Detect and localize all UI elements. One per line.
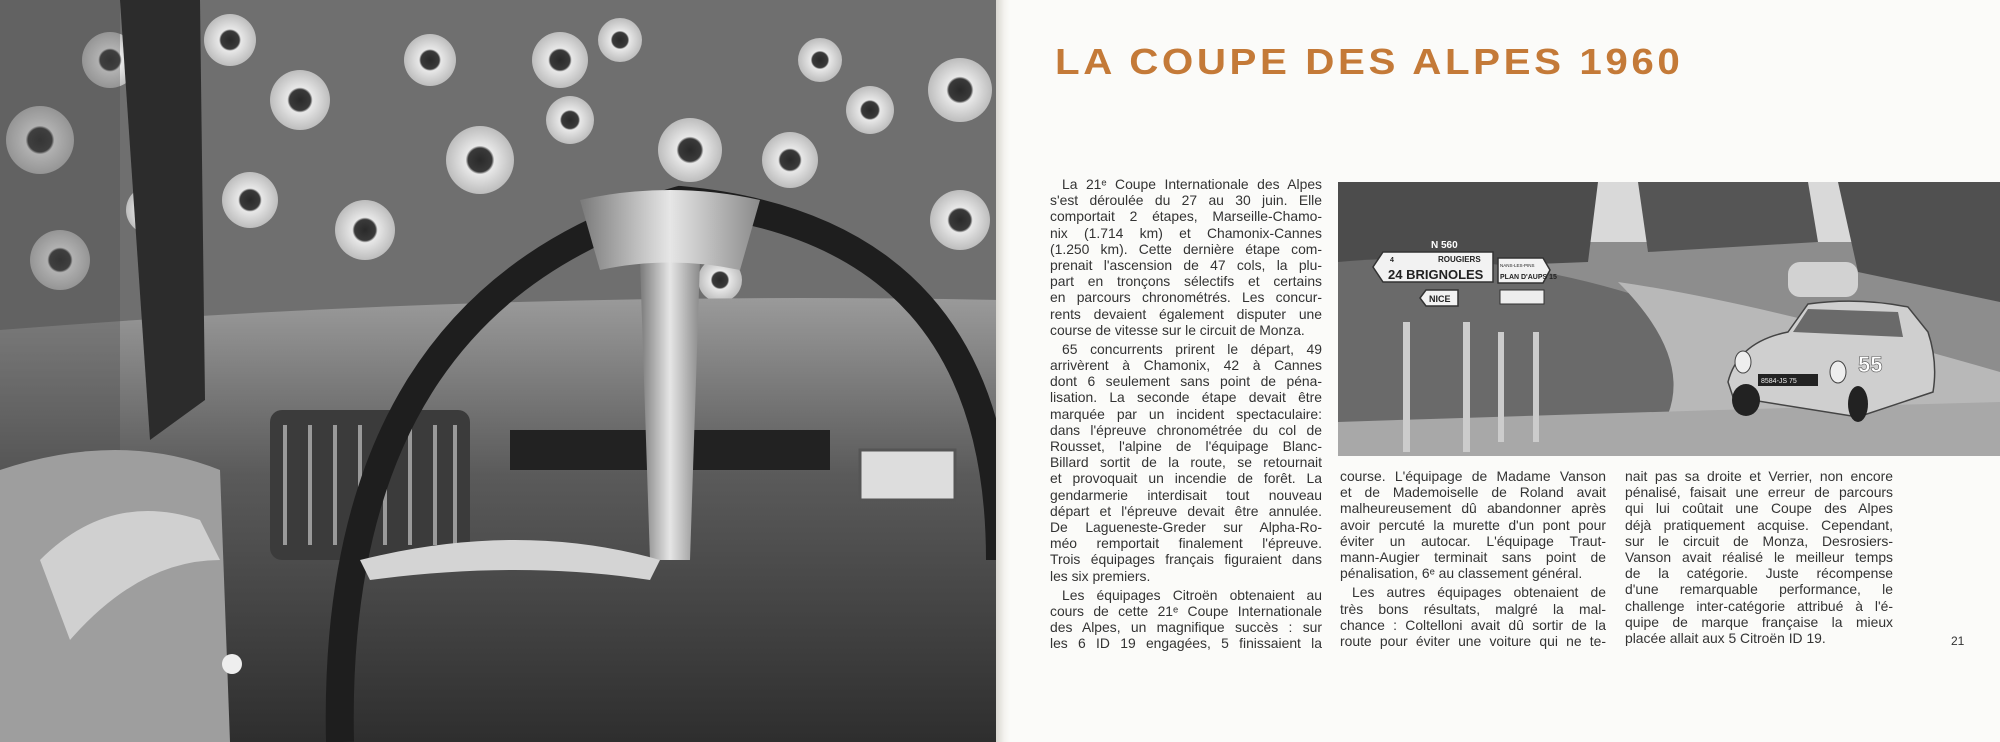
text-line: sur le circuit de Monza, Desrosiers- <box>1625 532 1893 549</box>
text-line: déjà pratiquement acquise. Cependant, <box>1625 516 1893 533</box>
text-line: dont 6 seulement sans point de péna- <box>1050 373 1322 390</box>
text-line: challenge inter-catégorie attribué à l'é- <box>1625 597 1893 614</box>
text-line: avoir percuté la murette d'un pont pour <box>1340 516 1606 533</box>
text-line: les six premiers. <box>1050 567 1151 584</box>
article-column-2 <box>1340 468 1606 653</box>
page-number: 21 <box>1951 634 1965 648</box>
text-line: prenait l'ascension de 47 cols, la plu- <box>1050 256 1322 273</box>
text-line: et de Mademoiselle de Roland avait <box>1340 484 1606 501</box>
sign-nice: NICE <box>1429 294 1451 304</box>
text-line: très bons résultats, malgré la mal- <box>1340 600 1606 617</box>
text-line: quipe de marque française la mieux <box>1625 613 1893 630</box>
sign-plan-daups: PLAN D'AUPS 15 <box>1500 274 1557 281</box>
text-line: éviter un autocar. L'équipage Traut- <box>1340 532 1606 549</box>
text-line: (1.250 km). Cette dernière étape com- <box>1050 240 1322 257</box>
text-line: méo remportait finalement l'épreuve. <box>1050 535 1322 552</box>
text-line: placée allait aux 5 Citroën ID 19. <box>1625 629 1826 646</box>
text-line: les 6 ID 19 engagées, 5 finissaient la <box>1050 635 1322 652</box>
text-line: marquée par un incident spectaculaire: <box>1050 405 1322 422</box>
citroen-car-distant <box>1788 262 1858 297</box>
text-line: Vanson avait réalisé le meilleur temps <box>1625 548 1893 565</box>
text-line: arrivèrent à Chamonix, 42 à Cannes <box>1050 357 1322 374</box>
text-line: dans l'épreuve chronométrée du col de <box>1050 421 1322 438</box>
text-line: Trois équipages français figuraient dans <box>1050 551 1322 568</box>
text-line: chance : Coltelloni avait dû sortir de la <box>1340 616 1606 633</box>
paragraph <box>1050 176 1322 338</box>
text-line: qui lui coûtait une Coupe des Alpes <box>1625 500 1893 517</box>
sign-nans-les-pins: NANS-LES-PINS <box>1500 263 1535 268</box>
text-line: nait pas sa droite et Verrier, non encore <box>1625 468 1893 484</box>
article-column-1 <box>1050 176 1322 676</box>
page-title: LA COUPE DES ALPES 1960 <box>1055 41 1684 82</box>
sign-rougiers: ROUGIERS <box>1438 255 1481 264</box>
text-line: s'est déroulée du 27 au 30 juin. Elle <box>1050 192 1322 209</box>
paragraph <box>1050 587 1322 652</box>
article-column-3 <box>1625 468 1893 653</box>
text-line: course. L'équipage de Madame Vanson <box>1340 468 1606 484</box>
text-line: malheureusement dû abandonner après <box>1340 500 1606 517</box>
car-race-number: 55 <box>1858 352 1883 377</box>
text-line: Rousset, l'alpine de l'équipage Blanc- <box>1050 438 1322 454</box>
text-line: Billard sortit de la route, se retournait <box>1050 454 1322 471</box>
text-line: comportait 2 étapes, Marseille-Chamo- <box>1050 208 1322 225</box>
text-line: d'une remarquable performance, le <box>1625 581 1893 598</box>
text-line: départ et l'épreuve devait être annulée. <box>1050 502 1322 519</box>
text-line: course de vitesse sur le circuit de Monza. <box>1050 321 1305 338</box>
text-line: nix (1.714 km) et Chamonix-Cannes <box>1050 224 1322 241</box>
rally-car-photo <box>1338 182 2000 456</box>
text-line: de la catégorie. Juste récompense <box>1625 565 1893 582</box>
text-line: Les autres équipages obtenaient de <box>1352 584 1606 601</box>
text-line: rents devaient également disputer une <box>1050 305 1322 322</box>
text-line: gendarmerie interdisait tout nouveau <box>1050 486 1322 503</box>
text-line: La 21ᵉ Coupe Internationale des Alpes <box>1062 176 1322 192</box>
text-line: pénalisé, faisait une erreur de parcours <box>1625 484 1893 501</box>
text-line: et provoquait un incendie de forêt. La <box>1050 470 1322 487</box>
text-line: 65 concurrents prirent le départ, 49 <box>1062 340 1322 357</box>
text-line: cours de cette 21ᵉ Coupe Internationale <box>1050 602 1322 619</box>
text-line: en parcours chronométrés. Les concur- <box>1050 289 1322 306</box>
sign-distance: 4 <box>1390 257 1394 264</box>
text-line: Les équipages Citroën obtenaient au <box>1062 586 1322 603</box>
sign-brignoles: 24 BRIGNOLES <box>1388 267 1484 282</box>
text-line: part en tronçons sélectifs et certains <box>1050 273 1322 290</box>
car-plate: 8584-JS 75 <box>1761 378 1797 385</box>
text-line: des Alpes, un magnifique succès : sur <box>1050 619 1322 636</box>
paragraph <box>1340 468 1606 581</box>
text-line: pénalisation, 6ᵉ au classement général. <box>1340 565 1583 582</box>
page-gutter <box>996 0 1010 742</box>
paragraph <box>1625 468 1893 646</box>
text-line: lisation. La seconde étape devait être <box>1050 389 1322 406</box>
text-line: mann-Augier terminait sans point de <box>1340 548 1606 565</box>
route-number: N 560 <box>1431 240 1458 251</box>
paragraph <box>1050 341 1322 584</box>
paragraph <box>1340 584 1606 649</box>
text-line: De Lagueneste-Greder sur Alpha-Ro- <box>1050 518 1322 535</box>
text-line: route pour éviter une voiture qui ne te- <box>1340 632 1606 649</box>
